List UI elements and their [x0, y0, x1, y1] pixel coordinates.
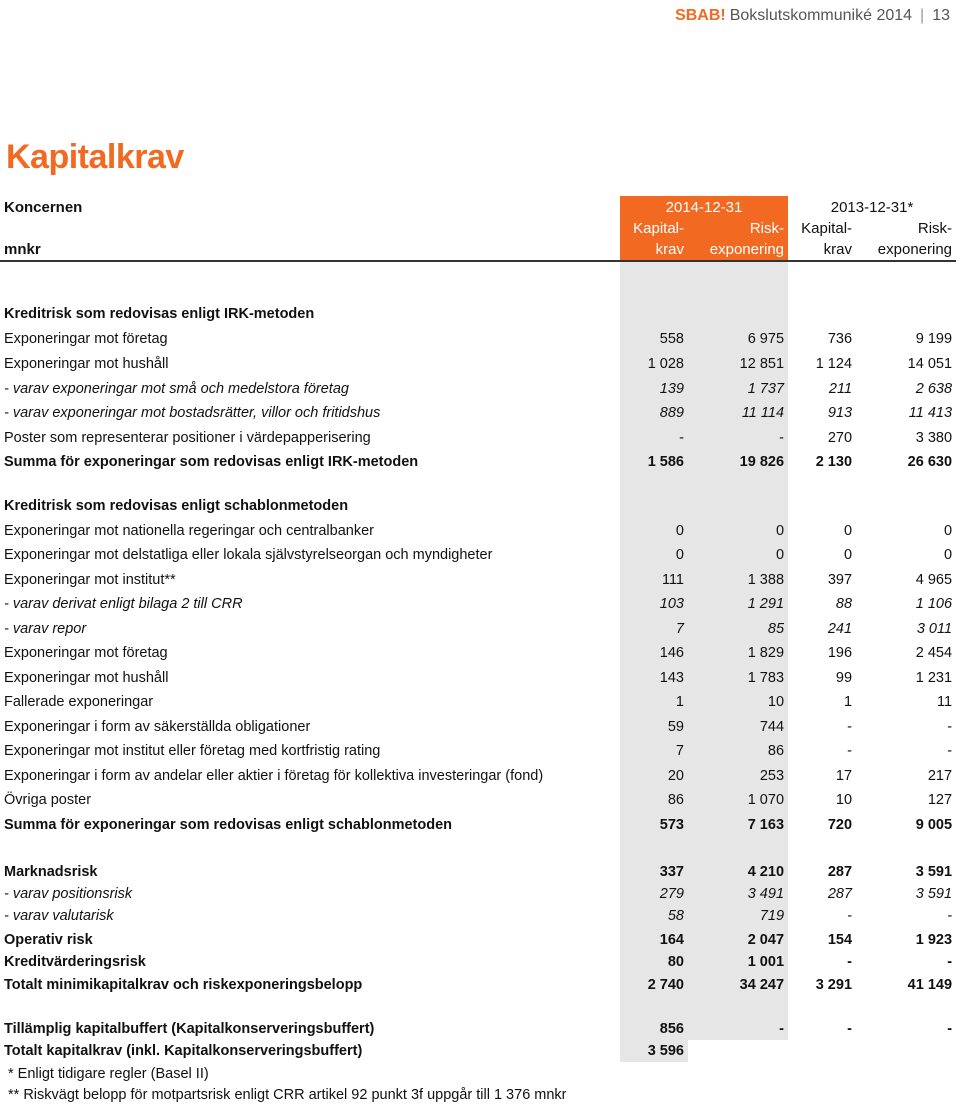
- row-value-kapital-2013: [788, 301, 856, 327]
- row-value-risk-2013: 1 106: [915, 596, 953, 612]
- row-value-risk-2014: 0: [775, 522, 785, 539]
- row-value-kapital-2014: 59: [667, 718, 684, 735]
- row-value-kapital-2014: 889: [659, 405, 684, 421]
- table-row: [0, 665, 956, 690]
- row-value-kapital-2013: 913: [827, 405, 853, 421]
- table-row: [0, 351, 956, 376]
- row-value-risk-2013: -: [947, 954, 953, 970]
- row-value-risk-2013: -: [947, 718, 953, 735]
- row-value-kapital-2013: -: [847, 1021, 853, 1037]
- row-value-risk-2014: 34 247: [739, 977, 785, 993]
- row-value-risk-2014: 3 491: [747, 886, 785, 902]
- row-value-risk-2013: -: [947, 908, 953, 924]
- row-value-risk-2014: 744: [759, 718, 785, 735]
- row-value-risk-2013: [856, 494, 956, 518]
- row-value-kapital-2014: 0: [675, 522, 684, 539]
- row-value-risk-2014: 6 975: [747, 331, 785, 347]
- row-value-risk-2014: 1 291: [747, 596, 785, 612]
- table-row: [0, 763, 956, 788]
- table-row: [0, 739, 956, 763]
- row-label: Övriga poster: [4, 792, 92, 808]
- col-risk-bottom-2014: exponering: [688, 238, 788, 261]
- col-kapital-top-2013: Kapital-: [801, 219, 853, 237]
- row-value-risk-2013: 3 380: [915, 429, 953, 446]
- row-value-risk-2013: [856, 261, 956, 301]
- row-value-kapital-2013: 17: [835, 767, 853, 784]
- row-value-risk-2013: [856, 1040, 956, 1062]
- row-value-kapital-2013: 2 130: [815, 454, 853, 470]
- row-value-risk-2013: -: [947, 1021, 953, 1037]
- spacer-row: [0, 474, 956, 494]
- table-row: [0, 327, 956, 351]
- group-label: Koncernen: [4, 198, 83, 216]
- row-label: Summa för exponeringar som redovisas enligt IRK-metoden: [4, 454, 419, 470]
- section-heading-row: [0, 494, 956, 518]
- row-value-risk-2013: 41 149: [907, 977, 953, 993]
- table-row: [0, 929, 956, 951]
- row-value-kapital-2014: 558: [659, 331, 684, 347]
- row-label: Totalt minimikapitalkrav och riskexponeringsbelopp: [4, 977, 363, 993]
- row-label: - varav valutarisk: [4, 908, 114, 924]
- footnote-counterparty: ** Riskvägt belopp för motpartsrisk enligt CRR artikel 92 punkt 3f uppgår till 1 376 mnkr: [8, 1087, 567, 1103]
- row-label: Exponeringar mot företag: [4, 331, 168, 347]
- row-value-kapital-2014: 1 586: [647, 454, 684, 470]
- row-value-kapital-2013: 241: [827, 620, 853, 637]
- row-value-kapital-2013: 196: [827, 645, 853, 661]
- row-label: - varav repor: [4, 620, 87, 637]
- col-risk-bottom-2013: exponering: [856, 238, 956, 261]
- row-value-risk-2013: [856, 474, 956, 494]
- section-heading-row: [0, 301, 956, 327]
- row-value-kapital-2014: 20: [667, 767, 684, 784]
- row-value-risk-2014: 1 783: [747, 669, 785, 686]
- row-value-risk-2014: 719: [759, 908, 785, 924]
- row-value-risk-2014: -: [779, 1021, 785, 1037]
- table-row: [0, 450, 956, 474]
- row-label: Fallerade exponeringar: [4, 694, 154, 710]
- row-value-risk-2013: 3 591: [915, 863, 953, 880]
- row-value-risk-2014: 11 114: [741, 405, 785, 421]
- brand-logo: SBAB!: [675, 7, 726, 24]
- row-value-risk-2014: 85: [767, 620, 785, 637]
- row-value-risk-2014: 2 047: [747, 932, 785, 948]
- row-value-kapital-2014: 7: [675, 743, 684, 759]
- col-risk-top-2014: Risk-: [749, 219, 785, 237]
- row-value-kapital-2014: 2 740: [647, 977, 684, 993]
- col-kapital-top-2014: Kapital-: [633, 219, 684, 237]
- row-value-kapital-2013: [788, 997, 856, 1018]
- unit-label: mnkr: [0, 238, 620, 261]
- row-value-risk-2013: 11: [936, 694, 953, 710]
- table-row: [0, 641, 956, 665]
- page-title: Kapitalkrav: [6, 138, 184, 176]
- table-row: [0, 905, 956, 927]
- row-value-risk-2013: 3 591: [915, 886, 953, 902]
- row-value-kapital-2013: 88: [835, 596, 853, 612]
- row-value-risk-2014: 1 001: [747, 954, 785, 970]
- row-value-risk-2013: 0: [943, 522, 953, 539]
- row-value-risk-2014: [688, 261, 788, 301]
- header-separator: |: [920, 7, 925, 24]
- row-value-kapital-2014: 86: [667, 792, 684, 808]
- table-row: [0, 592, 956, 616]
- row-value-risk-2014: 19 826: [739, 454, 785, 470]
- row-value-kapital-2014: 3 596: [647, 1043, 684, 1059]
- row-label: Exponeringar mot företag: [4, 645, 168, 661]
- row-value-risk-2013: 2 454: [915, 645, 953, 661]
- row-value-risk-2014: 4 210: [747, 863, 785, 880]
- table-row: [0, 1018, 956, 1040]
- row-value-risk-2014: 1 737: [747, 380, 785, 397]
- table-row: [0, 401, 956, 425]
- row-label: Poster som representerar positioner i värdepapperisering: [4, 429, 371, 446]
- row-value-kapital-2014: -: [679, 429, 684, 446]
- row-value-kapital-2014: [620, 301, 688, 327]
- row-label: [0, 997, 620, 1018]
- table-row: [0, 883, 956, 905]
- row-value-kapital-2014: 0: [675, 547, 684, 563]
- row-label: [0, 261, 620, 301]
- row-value-kapital-2013: -: [847, 743, 853, 759]
- row-value-kapital-2014: [620, 494, 688, 518]
- row-value-risk-2014: 253: [759, 767, 785, 784]
- row-value-risk-2014: 86: [767, 743, 785, 759]
- row-value-kapital-2014: 856: [659, 1021, 684, 1037]
- row-value-kapital-2014: 337: [659, 863, 684, 880]
- row-value-risk-2013: [856, 997, 956, 1018]
- row-value-risk-2013: [856, 301, 956, 327]
- row-label: Exponeringar mot institut**: [4, 571, 176, 588]
- row-value-kapital-2013: 10: [835, 792, 853, 808]
- table-header-row-bottom: [0, 238, 956, 261]
- row-value-kapital-2014: [620, 997, 688, 1018]
- row-value-risk-2014: 1 388: [747, 571, 785, 588]
- row-value-kapital-2013: 99: [835, 669, 853, 686]
- row-label: Exponeringar mot nationella regeringar och centralbanker: [4, 522, 374, 539]
- table-row: [0, 860, 956, 883]
- col-risk-top-2013: Risk-: [917, 219, 953, 237]
- row-value-risk-2014: 0: [775, 547, 785, 563]
- row-label: [0, 837, 620, 860]
- table-row: [0, 616, 956, 641]
- table-row: [0, 951, 956, 973]
- row-value-kapital-2013: 270: [827, 429, 853, 446]
- row-value-risk-2014: [688, 494, 788, 518]
- row-value-kapital-2013: 1: [843, 694, 853, 710]
- row-value-risk-2014: [688, 1040, 788, 1062]
- row-value-risk-2014: 12 851: [739, 355, 785, 372]
- row-value-risk-2014: [688, 837, 788, 860]
- row-value-risk-2013: 0: [943, 547, 953, 563]
- row-value-kapital-2014: 103: [659, 596, 684, 612]
- row-value-risk-2013: 9 199: [915, 331, 953, 347]
- spacer-row: [0, 837, 956, 860]
- period-2013-header: 2013-12-31*: [830, 198, 914, 216]
- row-label: Summa för exponeringar som redovisas enligt schablonmetoden: [4, 816, 452, 833]
- row-value-kapital-2013: [788, 837, 856, 860]
- row-label: Exponeringar i form av säkerställda obligationer: [4, 718, 311, 735]
- row-label: Exponeringar i form av andelar eller aktier i företag för kollektiva investeringar (fond): [4, 767, 544, 784]
- row-value-kapital-2014: 1: [675, 694, 684, 710]
- table-row: [0, 690, 956, 714]
- table-row: [0, 788, 956, 812]
- row-label: Operativ risk: [4, 932, 93, 948]
- row-value-kapital-2014: [620, 261, 688, 301]
- row-label: - varav positionsrisk: [4, 886, 133, 902]
- table-header-row-periods: [0, 196, 956, 218]
- row-value-kapital-2014: 143: [659, 669, 684, 686]
- row-value-risk-2014: 10: [767, 694, 785, 710]
- row-value-risk-2014: 1 829: [747, 645, 785, 661]
- row-value-risk-2013: 1 923: [915, 932, 953, 948]
- row-label: Tillämplig kapitalbuffert (Kapitalkonserveringsbuffert): [4, 1021, 375, 1037]
- row-label: Exponeringar mot hushåll: [4, 669, 169, 686]
- row-value-kapital-2013: 720: [827, 816, 853, 833]
- row-value-kapital-2014: 164: [659, 932, 684, 948]
- table-row: [0, 425, 956, 450]
- row-value-kapital-2013: -: [847, 908, 853, 924]
- row-value-risk-2013: 4 965: [915, 571, 953, 588]
- row-value-kapital-2014: 146: [659, 645, 684, 661]
- row-value-kapital-2014: 111: [661, 571, 684, 588]
- row-value-kapital-2014: 573: [659, 816, 684, 833]
- row-value-risk-2013: 14 051: [907, 355, 953, 372]
- row-value-kapital-2013: [788, 474, 856, 494]
- row-value-risk-2014: [688, 997, 788, 1018]
- row-value-kapital-2013: -: [847, 718, 853, 735]
- row-value-kapital-2013: 1 124: [815, 355, 853, 372]
- table-row: [0, 714, 956, 739]
- row-value-risk-2013: 127: [927, 792, 953, 808]
- row-value-kapital-2013: -: [847, 954, 853, 970]
- row-label: Marknadsrisk: [4, 863, 98, 880]
- row-value-risk-2013: 217: [927, 767, 953, 784]
- row-value-kapital-2014: [620, 837, 688, 860]
- table-row: [0, 1040, 956, 1062]
- row-value-kapital-2013: 287: [827, 863, 853, 880]
- row-value-risk-2014: [688, 474, 788, 494]
- table-row: [0, 812, 956, 837]
- table-row: [0, 376, 956, 401]
- row-value-risk-2013: 11 413: [908, 405, 953, 421]
- row-label: Exponeringar mot hushåll: [4, 355, 169, 372]
- spacer-row: [0, 261, 956, 301]
- row-value-kapital-2013: [788, 261, 856, 301]
- row-value-risk-2013: 26 630: [907, 454, 953, 470]
- table-row: [0, 973, 956, 997]
- page-header: [675, 6, 950, 26]
- row-label: [0, 474, 620, 494]
- row-value-kapital-2014: 7: [675, 620, 684, 637]
- row-value-kapital-2013: 154: [827, 932, 853, 948]
- row-value-kapital-2014: 1 028: [647, 355, 684, 372]
- row-label: Kreditrisk som redovisas enligt IRK-metoden: [4, 306, 315, 322]
- row-label: Exponeringar mot institut eller företag med kortfristig rating: [4, 743, 381, 759]
- table-row: [0, 567, 956, 592]
- row-value-risk-2014: [688, 301, 788, 327]
- row-value-risk-2013: 1 231: [915, 669, 953, 686]
- row-value-risk-2013: 3 011: [916, 620, 953, 637]
- row-value-kapital-2014: 279: [659, 886, 684, 902]
- table-row: [0, 518, 956, 543]
- row-value-kapital-2013: [788, 494, 856, 518]
- row-value-kapital-2014: [620, 474, 688, 494]
- row-value-risk-2014: 7 163: [747, 816, 785, 833]
- row-value-kapital-2013: 211: [828, 380, 853, 397]
- row-value-risk-2014: 1 070: [747, 792, 785, 808]
- row-value-kapital-2013: [788, 1040, 856, 1062]
- row-value-kapital-2013: 397: [827, 571, 853, 588]
- row-value-risk-2013: 2 638: [915, 380, 953, 397]
- row-value-risk-2013: [856, 837, 956, 860]
- row-value-kapital-2014: 58: [667, 908, 684, 924]
- capital-requirements-table: [0, 196, 956, 1062]
- document-title: Bokslutskommuniké 2014: [729, 7, 913, 24]
- row-value-kapital-2014: 80: [667, 954, 684, 970]
- row-value-risk-2013: -: [947, 743, 953, 759]
- col-kapital-bottom-2014: krav: [620, 238, 688, 261]
- period-2014-header: 2014-12-31: [665, 198, 743, 216]
- row-value-kapital-2013: 736: [827, 331, 853, 347]
- row-value-kapital-2013: 287: [827, 886, 853, 902]
- spacer-row: [0, 997, 956, 1018]
- row-value-kapital-2013: 0: [843, 522, 853, 539]
- row-label: - varav derivat enligt bilaga 2 till CRR: [4, 596, 243, 612]
- table-row: [0, 543, 956, 567]
- row-label: - varav exponeringar mot bostadsrätter, villor och fritidshus: [4, 405, 381, 421]
- row-value-risk-2013: 9 005: [915, 816, 953, 833]
- row-value-kapital-2013: 0: [843, 547, 853, 563]
- row-label: Kreditrisk som redovisas enligt schablonmetoden: [4, 498, 349, 514]
- row-label: Exponeringar mot delstatliga eller lokala självstyrelseorgan och myndigheter: [4, 547, 493, 563]
- row-value-risk-2014: -: [779, 429, 785, 446]
- row-label: - varav exponeringar mot små och medelstora företag: [4, 380, 349, 397]
- row-value-kapital-2013: 3 291: [815, 977, 853, 993]
- row-label: Totalt kapitalkrav (inkl. Kapitalkonserveringsbuffert): [4, 1043, 363, 1059]
- col-kapital-bottom-2013: krav: [788, 238, 856, 261]
- table-header-row-top: [0, 218, 956, 238]
- page-number: 13: [932, 7, 950, 24]
- row-label: Kreditvärderingsrisk: [4, 954, 146, 970]
- row-value-kapital-2014: 139: [659, 380, 684, 397]
- footnote-basel: * Enligt tidigare regler (Basel II): [8, 1066, 209, 1082]
